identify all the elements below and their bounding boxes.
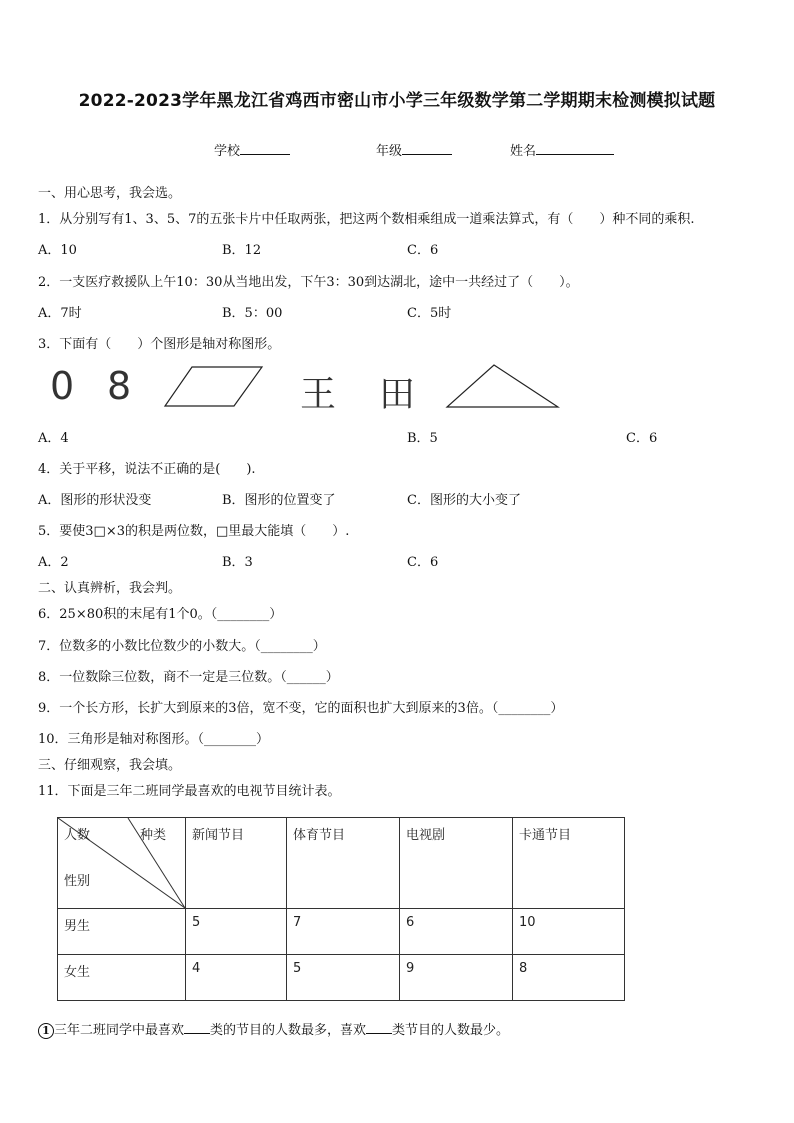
q5-option-c: C．6 (407, 555, 439, 570)
table-header-cell: 新闻节目 (186, 818, 287, 909)
figure-wang: 王 (300, 374, 337, 415)
table-cell: 6 (400, 909, 513, 955)
corner-label-gender: 性别 (64, 874, 91, 889)
row-label: 男生 (58, 909, 186, 955)
q3-option-a: A．4 (38, 431, 69, 446)
circled-number: 1 (38, 1023, 54, 1039)
table-cell: 5 (186, 909, 287, 955)
answer-blank-most[interactable] (184, 1021, 210, 1034)
q4-text: 4．关于平移，说法不正确的是( ). (38, 462, 256, 477)
q11-subquestion-1 (38, 1019, 509, 1039)
figure-tian: 田 (379, 374, 416, 415)
table-cell: 5 (287, 955, 400, 1001)
school-field (214, 140, 290, 159)
table-row (58, 909, 625, 955)
q10-text: 10．三角形是轴对称图形。（________） (38, 732, 270, 747)
name-label: 姓名 (510, 144, 537, 159)
q3-option-c: C．6 (626, 431, 658, 446)
q3-text: 3．下面有（ ）个图形是轴对称图形。 (38, 337, 281, 352)
name-blank[interactable] (536, 141, 614, 155)
q2-option-a: A．7时 (38, 306, 82, 321)
sub1-part-2: 类的节目的人数最多，喜欢 (210, 1023, 367, 1038)
section-3-heading: 三、仔细观察，我会填。 (38, 758, 182, 773)
grade-field (376, 140, 452, 159)
name-field (510, 140, 614, 159)
table-cell: 4 (186, 955, 287, 1001)
school-label: 学校 (214, 144, 241, 159)
figure-eight: 8 (107, 364, 132, 408)
corner-label-count: 人数 (64, 828, 91, 843)
grade-label: 年级 (376, 144, 403, 159)
q1-text: 1．从分别写有1、3、5、7的五张卡片中任取两张，把这两个数相乘组成一道乘法算式，有（ ）种不同的乘积. (38, 212, 695, 227)
section-1-heading: 一、用心思考，我会选。 (38, 186, 182, 201)
table-corner-header (58, 818, 186, 909)
section-2-heading: 二、认真辨析，我会判。 (38, 581, 182, 596)
q4-option-a: A．图形的形状没变 (38, 493, 152, 508)
triangle-figure (446, 364, 560, 410)
table-header-cell: 电视剧 (400, 818, 513, 909)
table-cell: 9 (400, 955, 513, 1001)
answer-blank-least[interactable] (366, 1021, 392, 1034)
q4-option-c: C．图形的大小变了 (407, 493, 521, 508)
parallelogram-figure (164, 366, 264, 408)
table-cell: 8 (513, 955, 625, 1001)
q7-text: 7．位数多的小数比位数少的小数大。（________） (38, 639, 326, 654)
row-label: 女生 (58, 955, 186, 1001)
q1-option-b: B．12 (222, 243, 262, 258)
q5-text: 5．要使3□×3的积是两位数，□里最大能填（ ）. (38, 524, 350, 539)
tv-program-table (57, 817, 625, 1001)
q5-option-a: A．2 (38, 555, 69, 570)
q2-option-c: C．5时 (407, 306, 452, 321)
q6-text: 6．25×80积的末尾有1个0。（________） (38, 607, 283, 622)
q2-text: 2．一支医疗救援队上午10：30从当地出发，下午3：30到达湖北，途中一共经过了（ ）。 (38, 275, 579, 290)
q11-text: 11．下面是三年二班同学最喜欢的电视节目统计表。 (38, 784, 341, 799)
table-header-cell: 卡通节目 (513, 818, 625, 909)
table-cell: 10 (513, 909, 625, 955)
sub1-part-3: 类节目的人数最少。 (392, 1023, 510, 1038)
table-header-cell: 体育节目 (287, 818, 400, 909)
q2-option-b: B．5：00 (222, 306, 283, 321)
q4-option-b: B．图形的位置变了 (222, 493, 336, 508)
q1-option-c: C．6 (407, 243, 439, 258)
school-blank[interactable] (240, 141, 290, 155)
page-title: 2022-2023学年黑龙江省鸡西市密山市小学三年级数学第二学期期末检测模拟试题 (78, 91, 716, 111)
figure-zero: 0 (50, 364, 75, 408)
q5-option-b: B．3 (222, 555, 253, 570)
table-cell: 7 (287, 909, 400, 955)
sub1-part-1: 三年二班同学中最喜欢 (54, 1023, 185, 1038)
q3-option-b: B．5 (407, 431, 438, 446)
q1-option-a: A．10 (38, 243, 77, 258)
q8-text: 8．一位数除三位数，商不一定是三位数。（______） (38, 670, 339, 685)
q9-text: 9．一个长方形，长扩大到原来的3倍，宽不变，它的面积也扩大到原来的3倍。（________） (38, 701, 564, 716)
corner-label-category: 种类 (140, 828, 167, 843)
grade-blank[interactable] (402, 141, 452, 155)
table-row (58, 955, 625, 1001)
